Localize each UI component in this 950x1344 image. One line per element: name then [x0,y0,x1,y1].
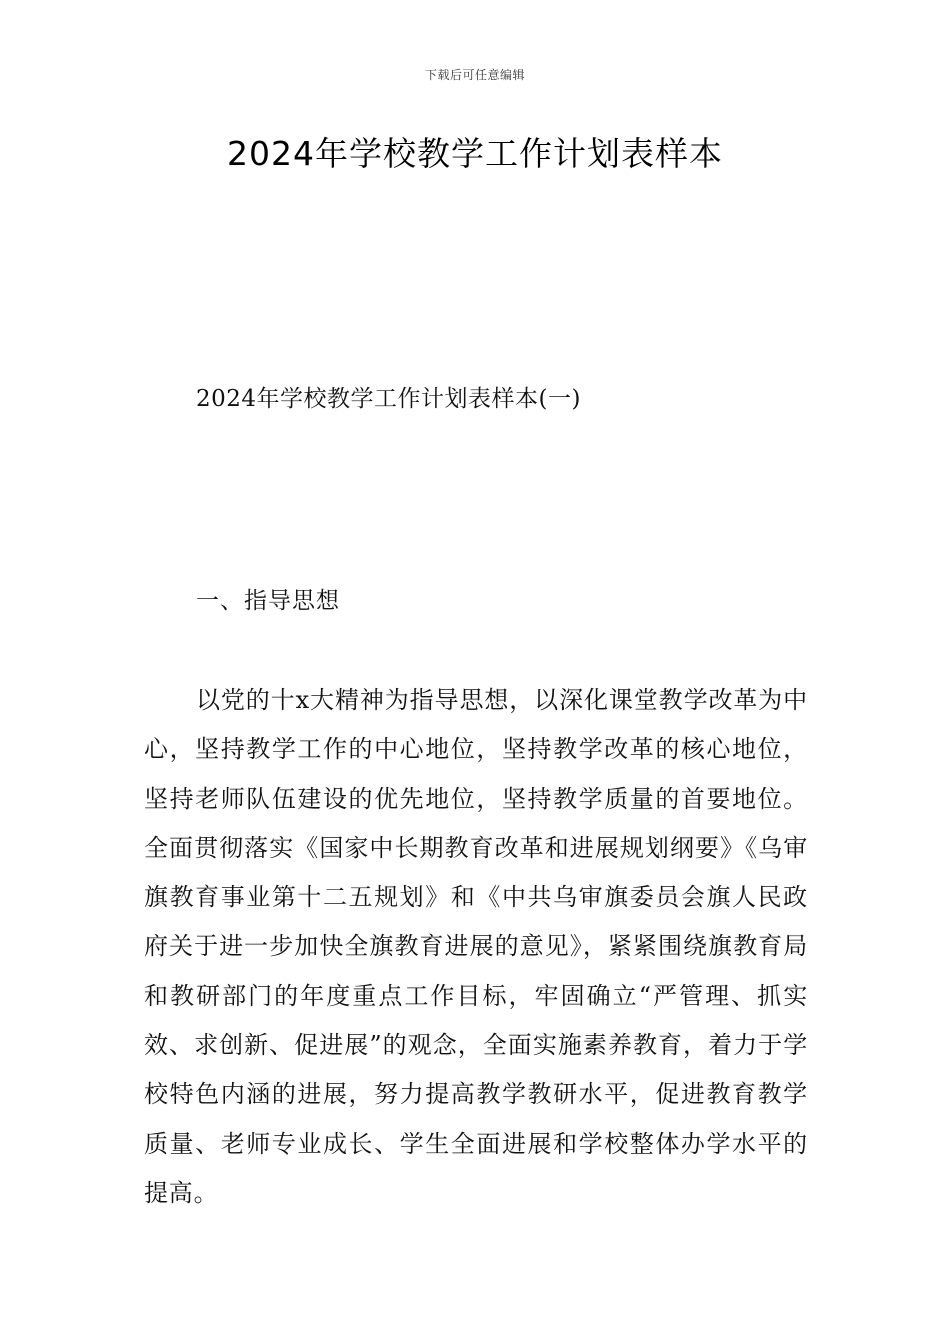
body-paragraph: 以党的十x大精神为指导思想，以深化课堂教学改革为中心，坚持教学工作的中心地位，坚持教学改革的核心地位，坚持老师队伍建设的优先地位，坚持教学质量的首要地位。全面贯彻落实《国家中长期教育改革和进展规划纲要》《乌审旗教育事业第十二五规划》和《中共乌审旗委员会旗人民政府关于进一步加快全旗教育进展的意见》，紧紧围绕旗教育局和教研部门的年度重点工作目标，牢固确立“严管理、抓实效、求创新、促进展”的观念，全面实施素养教育，着力于学校特色内涵的进展，努力提高教学教研水平，促进教育教学质量、老师专业成长、学生全面进展和学校整体办学水平的提高。 [144,686,808,1207]
heading-guiding-ideology: 一、指导思想 [196,588,340,614]
section-title: 2024年学校教学工作计划表样本(一) [196,386,581,412]
document-title: 2024年学校教学工作计划表样本 [227,134,723,173]
header-note: 下载后可任意编辑 [424,68,525,82]
